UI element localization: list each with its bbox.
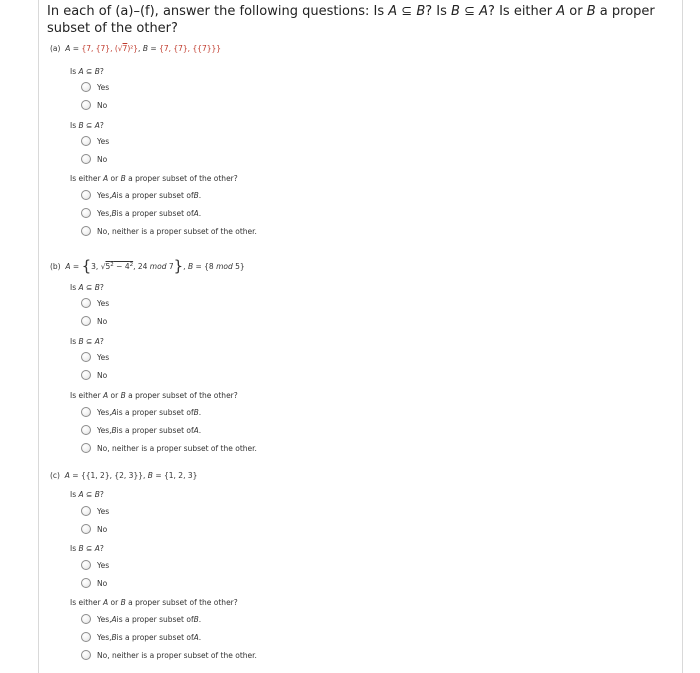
q-text: ? <box>99 544 104 553</box>
option-label: No <box>97 154 108 164</box>
radio-a-q2-yes[interactable] <box>81 135 109 147</box>
subset-symbol: ⊆ <box>459 4 480 19</box>
var-a: A <box>78 490 84 499</box>
radicand-op: − 4 <box>113 262 130 271</box>
option-label: Yes, <box>97 407 112 417</box>
option-label: is a proper subset of <box>116 407 194 417</box>
option-label: . <box>198 614 202 624</box>
radio-b-q3-a-proper-b[interactable] <box>81 406 201 418</box>
option-label: No <box>97 524 108 534</box>
q-text: a proper subset of the other? <box>125 174 238 183</box>
brace-close: } <box>173 257 184 275</box>
var-b: B <box>451 4 460 19</box>
radicand: 7 <box>122 44 128 53</box>
option-label: No, neither is a proper subset of the other. <box>97 226 257 236</box>
problem-statement <box>47 3 677 37</box>
option-label: is a proper subset of <box>116 614 194 624</box>
intro-text: ? Is either <box>488 4 557 19</box>
brace-open: { <box>81 257 92 275</box>
radio-c-q2-no[interactable] <box>81 577 107 589</box>
equals: = <box>70 44 82 53</box>
subset-symbol: ⊆ <box>83 337 95 346</box>
equals: = <box>152 471 164 480</box>
var-a: A <box>65 262 71 271</box>
question-proper-subset <box>70 598 238 607</box>
subset-symbol: ⊆ <box>83 283 95 292</box>
radio-circle-icon[interactable] <box>81 632 91 642</box>
question-a-subset-b <box>70 67 104 76</box>
q-text: Is <box>70 544 79 553</box>
set-a-expression: {{1, 2}, {2, 3}} <box>80 471 143 480</box>
option-label: Yes, <box>97 632 112 642</box>
set-b-expression: {7, {7}, {{7}}} <box>159 44 222 53</box>
radio-circle-icon[interactable] <box>81 370 91 380</box>
var-b: B <box>147 471 153 480</box>
radio-circle-icon[interactable] <box>81 154 91 164</box>
q-text: a proper subset of the other? <box>125 391 238 400</box>
var-a: A <box>193 425 199 435</box>
radio-circle-icon[interactable] <box>81 190 91 200</box>
subset-symbol: ⊆ <box>83 490 95 499</box>
option-label: is a proper subset of <box>116 190 194 200</box>
option-label: Yes <box>97 506 110 516</box>
var-a: A <box>193 208 199 218</box>
subset-symbol: ⊆ <box>83 121 95 130</box>
option-label: is a proper subset of <box>116 208 194 218</box>
option-label: No <box>97 370 108 380</box>
var-b: B <box>193 614 199 624</box>
var-b: B <box>193 190 199 200</box>
equals: = <box>193 262 205 271</box>
option-label: No, neither is a proper subset of the other. <box>97 650 257 660</box>
var-b: B <box>94 490 100 499</box>
var-b: B <box>111 208 117 218</box>
set-a-open: {7, {7}, (√ <box>81 44 123 53</box>
radio-circle-icon[interactable] <box>81 443 91 453</box>
part-label: (a) <box>50 44 61 53</box>
var-a: A <box>111 407 117 417</box>
var-b: B <box>120 391 126 400</box>
var-a: A <box>193 632 199 642</box>
question-proper-subset <box>70 391 238 400</box>
radio-c-q3-neither[interactable] <box>81 649 257 661</box>
equals: = <box>70 262 82 271</box>
var-a: A <box>78 283 84 292</box>
radio-circle-icon[interactable] <box>81 82 91 92</box>
option-label: Yes, <box>97 208 112 218</box>
option-label: No <box>97 578 108 588</box>
option-label: No <box>97 316 108 326</box>
radio-circle-icon[interactable] <box>81 136 91 146</box>
option-label: Yes <box>97 352 110 362</box>
radio-b-q1-yes[interactable] <box>81 297 109 309</box>
option-label: is a proper subset of <box>116 632 194 642</box>
part-c-definition <box>50 471 197 480</box>
set-b-expression: {1, 2, 3} <box>164 471 198 480</box>
radio-a-q3-b-proper-a[interactable] <box>81 207 201 219</box>
var-b: B <box>193 407 199 417</box>
part-b-definition <box>50 257 245 275</box>
set-b-open: {8 <box>204 262 217 271</box>
set-item: , 24 <box>133 262 150 271</box>
var-b: B <box>78 337 84 346</box>
radio-circle-icon[interactable] <box>81 298 91 308</box>
var-b: B <box>111 632 117 642</box>
option-label: . <box>198 407 202 417</box>
var-a: A <box>102 391 109 400</box>
question-b-subset-a <box>70 121 104 130</box>
q-text: or <box>108 598 121 607</box>
option-label: Yes <box>97 298 110 308</box>
q-text: ? <box>99 490 104 499</box>
mod-operator: mod <box>216 262 233 271</box>
radio-circle-icon[interactable] <box>81 425 91 435</box>
radio-a-q3-a-proper-b[interactable] <box>81 189 201 201</box>
radio-circle-icon[interactable] <box>81 560 91 570</box>
q-text: ? <box>99 337 104 346</box>
intro-text: ? Is <box>425 4 452 19</box>
var-a: A <box>556 4 566 19</box>
q-text: Is <box>70 283 79 292</box>
option-label: . <box>198 425 202 435</box>
option-label: No <box>97 100 108 110</box>
part-label: (b) <box>50 262 61 271</box>
radicand <box>105 262 133 271</box>
var-b: B <box>78 121 84 130</box>
radio-a-q1-no[interactable] <box>81 99 107 111</box>
var-b: B <box>120 598 126 607</box>
q-text: ? <box>99 283 104 292</box>
option-label: Yes <box>97 560 110 570</box>
var-b: B <box>416 4 426 19</box>
var-a: A <box>102 598 109 607</box>
mod-operator: mod <box>149 262 167 271</box>
option-label: No, neither is a proper subset of the other. <box>97 443 257 453</box>
radio-c-q2-yes[interactable] <box>81 559 109 571</box>
radio-b-q2-yes[interactable] <box>81 351 109 363</box>
q-text: Is <box>70 490 79 499</box>
question-a-subset-b <box>70 490 104 499</box>
radicand-base: 5 <box>105 262 111 271</box>
separator: , <box>143 471 148 480</box>
q-text: Is <box>70 67 79 76</box>
radio-circle-icon[interactable] <box>81 208 91 218</box>
set-a-close: } <box>133 44 139 53</box>
set-b-close: 5} <box>232 262 245 271</box>
radio-c-q1-yes[interactable] <box>81 505 109 517</box>
question-b-subset-a <box>70 544 104 553</box>
var-a: A <box>64 471 70 480</box>
question-proper-subset <box>70 174 238 183</box>
intro-text: or <box>565 4 587 19</box>
option-label: . <box>198 190 202 200</box>
intro-text: a proper subset of the other? <box>47 4 655 36</box>
radio-circle-icon[interactable] <box>81 506 91 516</box>
var-b: B <box>187 262 194 271</box>
radio-b-q3-neither[interactable] <box>81 442 257 454</box>
question-a-subset-b <box>70 283 104 292</box>
radio-circle-icon[interactable] <box>81 316 91 326</box>
radio-b-q2-no[interactable] <box>81 369 107 381</box>
q-text: Is <box>70 121 79 130</box>
var-a: A <box>479 4 489 19</box>
q-text: or <box>108 174 121 183</box>
radio-c-q1-no[interactable] <box>81 523 107 535</box>
option-label: Yes, <box>97 425 112 435</box>
exponent: 2 <box>129 262 134 268</box>
var-b: B <box>78 544 84 553</box>
radio-b-q3-b-proper-a[interactable] <box>81 424 201 436</box>
equals: = <box>69 471 81 480</box>
var-a: A <box>102 174 109 183</box>
separator: , <box>183 262 188 271</box>
option-label: . <box>198 632 202 642</box>
exponent: 2 <box>110 262 114 268</box>
radio-c-q3-a-proper-b[interactable] <box>81 613 201 625</box>
set-item: 3, √ <box>91 262 106 271</box>
radio-circle-icon[interactable] <box>81 100 91 110</box>
var-a: A <box>94 337 100 346</box>
var-a: A <box>65 44 71 53</box>
radio-a-q1-yes[interactable] <box>81 81 109 93</box>
var-a: A <box>111 190 117 200</box>
set-item: 7 <box>166 262 174 271</box>
content-frame <box>38 0 683 673</box>
radio-c-q3-b-proper-a[interactable] <box>81 631 201 643</box>
q-text: Is <box>70 337 79 346</box>
set-a-expression <box>81 44 138 53</box>
radio-circle-icon[interactable] <box>81 407 91 417</box>
part-label: (c) <box>50 471 60 480</box>
separator: , <box>138 44 143 53</box>
q-text: Is either <box>70 174 103 183</box>
radio-b-q1-no[interactable] <box>81 315 107 327</box>
q-text: a proper subset of the other? <box>125 598 238 607</box>
var-b: B <box>94 67 100 76</box>
intro-text: In each of (a)–(f), answer the following questions: Is <box>47 4 389 19</box>
var-b: B <box>586 4 596 19</box>
radio-circle-icon[interactable] <box>81 614 91 624</box>
radio-circle-icon[interactable] <box>81 578 91 588</box>
power: )² <box>127 44 134 53</box>
option-label: Yes, <box>97 190 112 200</box>
radio-circle-icon[interactable] <box>81 352 91 362</box>
question-b-subset-a <box>70 337 104 346</box>
q-text: ? <box>99 67 104 76</box>
option-label: Yes, <box>97 614 112 624</box>
option-label: . <box>198 208 202 218</box>
equals: = <box>147 44 160 53</box>
subset-symbol: ⊆ <box>83 544 95 553</box>
var-b: B <box>142 44 148 53</box>
subset-symbol: ⊆ <box>397 4 417 19</box>
var-a: A <box>94 121 100 130</box>
q-text: Is either <box>70 391 103 400</box>
part-a-definition <box>50 44 221 53</box>
var-b: B <box>120 174 126 183</box>
option-label: Yes <box>97 82 110 92</box>
option-label: Yes <box>97 136 110 146</box>
q-text: or <box>108 391 121 400</box>
var-a: A <box>111 614 117 624</box>
radio-circle-icon[interactable] <box>81 650 91 660</box>
q-text: Is either <box>70 598 103 607</box>
subset-symbol: ⊆ <box>83 67 95 76</box>
radio-a-q2-no[interactable] <box>81 153 107 165</box>
var-a: A <box>78 67 84 76</box>
radio-circle-icon[interactable] <box>81 226 91 236</box>
radio-circle-icon[interactable] <box>81 524 91 534</box>
option-label: is a proper subset of <box>116 425 194 435</box>
var-b: B <box>94 283 100 292</box>
var-a: A <box>94 544 100 553</box>
var-a: A <box>388 4 398 19</box>
q-text: ? <box>99 121 104 130</box>
var-b: B <box>111 425 117 435</box>
radio-a-q3-neither[interactable] <box>81 225 257 237</box>
